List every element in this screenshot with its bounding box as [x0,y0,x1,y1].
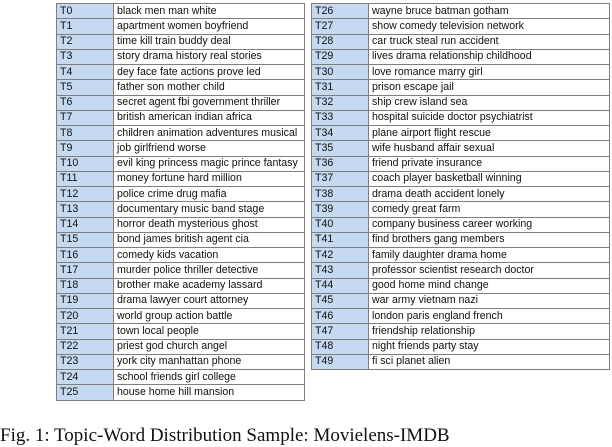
topic-words-cell: school friends girl college [114,370,305,385]
topic-id-cell: T15 [57,232,114,247]
table-row [57,324,305,339]
topic-id-cell: T27 [312,19,369,34]
topic-words-cell: black men man white [114,4,305,19]
topic-id-cell: T40 [312,217,369,232]
topic-words-cell: children animation adventures musical [114,126,305,141]
table-row [57,141,305,156]
topic-table-right-body [312,4,610,370]
topic-words-cell: murder police thriller detective [114,263,305,278]
table-row [57,126,305,141]
topic-words-cell: fi sci planet alien [369,354,610,369]
topic-words-cell: show comedy television network [369,19,610,34]
topic-id-cell: T20 [57,309,114,324]
topic-words-cell: secret agent fbi government thriller [114,95,305,110]
topic-id-cell: T6 [57,95,114,110]
topic-id-cell: T38 [312,187,369,202]
topic-id-cell: T10 [57,156,114,171]
topic-words-cell: professor scientist research doctor [369,263,610,278]
table-row [57,339,305,354]
topic-words-cell: bond james british agent cia [114,232,305,247]
topic-id-cell: T24 [57,370,114,385]
topic-id-cell: T9 [57,141,114,156]
topic-words-cell: documentary music band stage [114,202,305,217]
topic-words-cell: friend private insurance [369,156,610,171]
table-row [312,4,610,19]
topic-words-cell: hospital suicide doctor psychiatrist [369,110,610,125]
topic-words-cell: job girlfriend worse [114,141,305,156]
topic-words-cell: comedy great farm [369,202,610,217]
table-row [312,34,610,49]
topic-words-cell: world group action battle [114,309,305,324]
table-row [312,324,610,339]
figure-caption: Fig. 1: Topic-Word Distribution Sample: Movielens-IMDB [0,425,450,446]
topic-id-cell: T23 [57,354,114,369]
topic-id-cell: T43 [312,263,369,278]
table-row [312,339,610,354]
table-row [57,263,305,278]
topic-id-cell: T34 [312,126,369,141]
table-row [312,126,610,141]
topic-id-cell: T42 [312,248,369,263]
topic-id-cell: T46 [312,309,369,324]
table-row [57,110,305,125]
topic-id-cell: T2 [57,34,114,49]
topic-id-cell: T4 [57,65,114,80]
table-row [57,65,305,80]
table-row [312,187,610,202]
table-row [312,263,610,278]
table-row [57,80,305,95]
topic-words-cell: war army vietnam nazi [369,293,610,308]
topic-id-cell: T47 [312,324,369,339]
table-row [312,217,610,232]
table-row [57,385,305,400]
topic-words-cell: money fortune hard million [114,171,305,186]
topic-words-cell: dey face fate actions prove led [114,65,305,80]
table-row [312,309,610,324]
table-row [312,110,610,125]
topic-words-cell: york city manhattan phone [114,354,305,369]
table-row [57,248,305,263]
topic-id-cell: T25 [57,385,114,400]
topic-id-cell: T1 [57,19,114,34]
table-row [312,248,610,263]
table-row [312,19,610,34]
table-row [312,156,610,171]
topic-words-cell: father son mother child [114,80,305,95]
table-row [312,95,610,110]
table-row [312,278,610,293]
topic-words-cell: lives drama relationship childhood [369,49,610,64]
topic-table-left-body [57,4,305,401]
topic-words-cell: coach player basketball winning [369,171,610,186]
topic-id-cell: T33 [312,110,369,125]
topic-words-cell: british american indian africa [114,110,305,125]
topic-words-cell: horror death mysterious ghost [114,217,305,232]
topic-id-cell: T26 [312,4,369,19]
topic-id-cell: T18 [57,278,114,293]
topic-id-cell: T11 [57,171,114,186]
topic-words-cell: story drama history real stories [114,49,305,64]
table-row [57,202,305,217]
topic-words-cell: love romance marry girl [369,65,610,80]
topic-words-cell: family daughter drama home [369,248,610,263]
topic-words-cell: friendship relationship [369,324,610,339]
topic-words-cell: car truck steal run accident [369,34,610,49]
topic-id-cell: T7 [57,110,114,125]
topic-id-cell: T37 [312,171,369,186]
table-row [312,49,610,64]
topic-id-cell: T36 [312,156,369,171]
topic-words-cell: time kill train buddy deal [114,34,305,49]
topic-id-cell: T32 [312,95,369,110]
table-row [57,217,305,232]
topic-id-cell: T31 [312,80,369,95]
topic-words-cell: company business career working [369,217,610,232]
table-row [312,141,610,156]
topic-id-cell: T19 [57,293,114,308]
topic-id-cell: T35 [312,141,369,156]
topic-id-cell: T17 [57,263,114,278]
table-row [57,354,305,369]
table-row [57,171,305,186]
topic-table-right [311,3,610,370]
table-row [312,354,610,369]
topic-table-left [56,3,305,401]
topic-words-cell: town local people [114,324,305,339]
topic-id-cell: T12 [57,187,114,202]
topic-id-cell: T14 [57,217,114,232]
topic-words-cell: wayne bruce batman gotham [369,4,610,19]
table-row [312,202,610,217]
topic-id-cell: T29 [312,49,369,64]
topic-id-cell: T30 [312,65,369,80]
topic-words-cell: night friends party stay [369,339,610,354]
topic-words-cell: apartment women boyfriend [114,19,305,34]
topic-words-cell: ship crew island sea [369,95,610,110]
topic-words-cell: comedy kids vacation [114,248,305,263]
topic-words-cell: london paris england french [369,309,610,324]
table-row [57,49,305,64]
table-row [57,19,305,34]
topic-id-cell: T45 [312,293,369,308]
topic-id-cell: T16 [57,248,114,263]
table-row [57,370,305,385]
topic-id-cell: T8 [57,126,114,141]
topic-id-cell: T5 [57,80,114,95]
table-row [312,232,610,247]
table-row [57,4,305,19]
topic-words-cell: wife husband affair sexual [369,141,610,156]
topic-id-cell: T48 [312,339,369,354]
topic-id-cell: T44 [312,278,369,293]
table-row [57,34,305,49]
topic-words-cell: prison escape jail [369,80,610,95]
table-row [312,65,610,80]
topic-id-cell: T21 [57,324,114,339]
topic-words-cell: brother make academy lassard [114,278,305,293]
table-row [57,95,305,110]
topic-id-cell: T41 [312,232,369,247]
topic-words-cell: house home hill mansion [114,385,305,400]
topic-words-cell: drama lawyer court attorney [114,293,305,308]
topic-id-cell: T3 [57,49,114,64]
topic-id-cell: T49 [312,354,369,369]
topic-words-cell: drama death accident lonely [369,187,610,202]
table-row [312,80,610,95]
topic-words-cell: find brothers gang members [369,232,610,247]
table-row [57,156,305,171]
topic-id-cell: T13 [57,202,114,217]
table-row [57,309,305,324]
topic-id-cell: T39 [312,202,369,217]
table-row [57,293,305,308]
table-row [57,278,305,293]
topic-words-cell: police crime drug mafia [114,187,305,202]
table-row [312,293,610,308]
topic-id-cell: T28 [312,34,369,49]
table-row [57,187,305,202]
topic-words-cell: priest god church angel [114,339,305,354]
topic-id-cell: T0 [57,4,114,19]
topic-id-cell: T22 [57,339,114,354]
topic-words-cell: plane airport flight rescue [369,126,610,141]
table-row [312,171,610,186]
topic-words-cell: good home mind change [369,278,610,293]
table-row [57,232,305,247]
topic-words-cell: evil king princess magic prince fantasy [114,156,305,171]
